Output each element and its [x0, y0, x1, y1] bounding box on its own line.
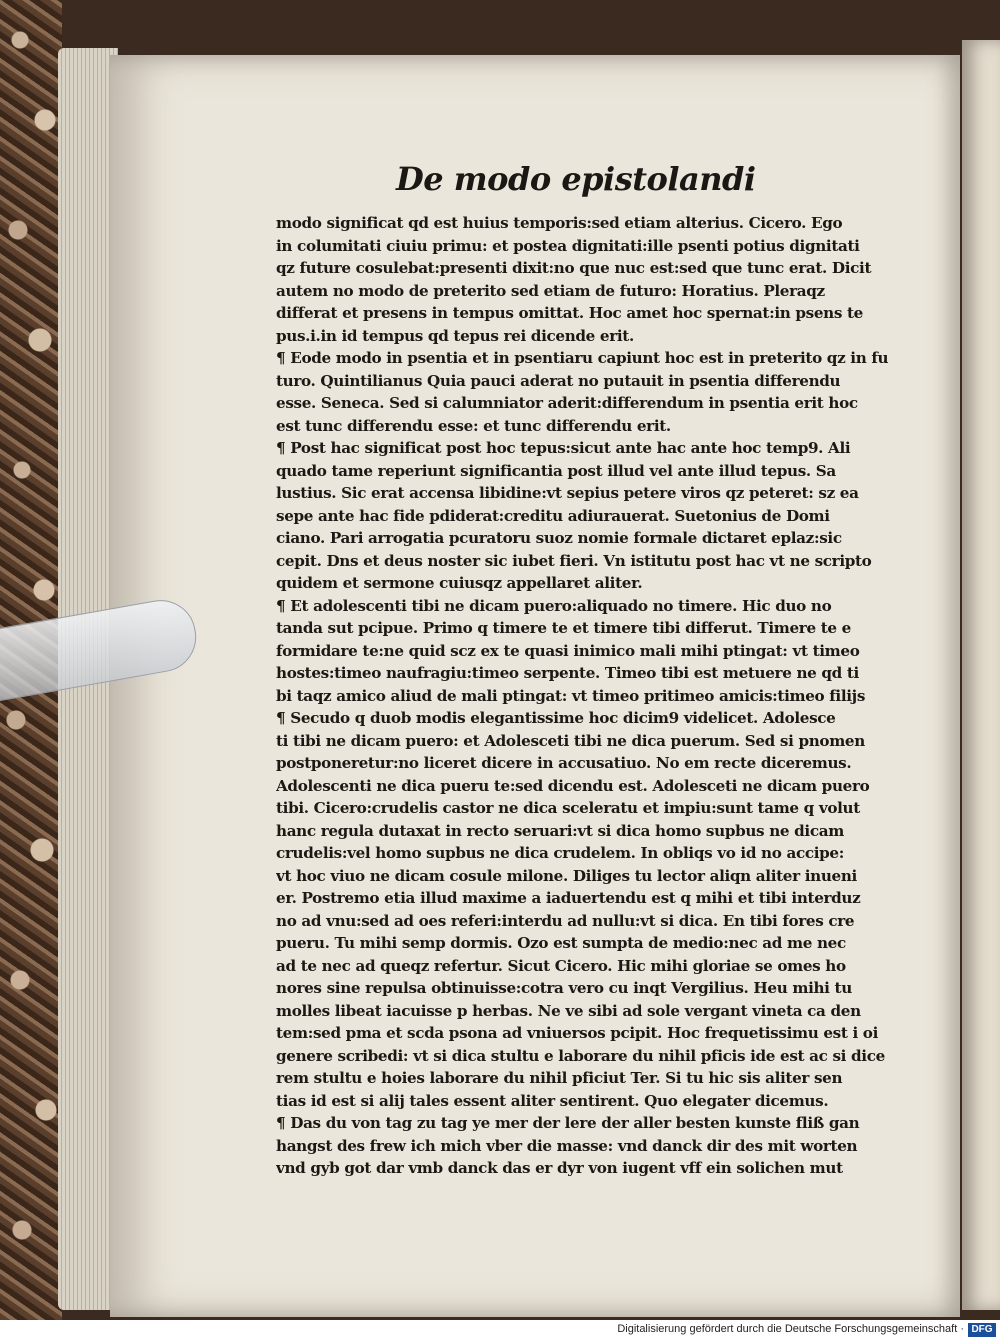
text-line: no ad vnu:sed ad oes referi:interdu ad nullu:vt si dica. En tibi fores cre: [276, 911, 855, 930]
text-line: esse. Seneca. Sed si calumniator aderit:differendum in psentia erit hoc: [276, 394, 858, 412]
text-line: lustius. Sic erat accensa libidine:vt sepius petere viros qz peteret: sz ea: [276, 484, 859, 502]
funding-credit: Digitalisierung gefördert durch die Deutsche Forschungsgemeinschaft ·: [617, 1323, 964, 1335]
text-line: quado tame reperiunt significantia post illud vel ante illud tepus. Sa: [276, 461, 836, 480]
text-line: differat et presens in tempus omittat. Hoc amet hoc spernat:in psens te: [276, 304, 863, 322]
text-line: sepe ante hac fide pdiderat:creditu adiurauerat. Suetonius de Domi: [276, 506, 830, 525]
text-line: autem no modo de preterito sed etiam de futuro: Horatius. Pleraqz: [276, 281, 825, 300]
text-line: pueru. Tu mihi semp dormis. Ozo est sumpta de medio:nec ad me nec: [276, 934, 846, 952]
text-line: ¶ Das du von tag zu tag ye mer der lere der aller besten kunste fliß gan: [276, 1114, 860, 1132]
text-line: ¶ Secudo q duob modis elegantissime hoc dicim9 videlicet. Adolesce: [276, 709, 836, 727]
text-line: turo. Quintilianus Quia pauci aderat no putauit in psentia differendu: [276, 371, 841, 390]
text-line: postponeretur:no liceret dicere in accusatiuo. No em recte diceremus.: [276, 754, 852, 772]
text-line: vt hoc viuo ne dicam cosule milone. Diliges tu lector aliqn aliter inueni: [276, 866, 857, 885]
text-line: pus.i.in id tempus qd tepus rei dicende erit.: [276, 326, 634, 345]
text-line: molles libeat iacuisse p herbas. Ne ve sibi ad sole vergant vineta ca den: [276, 1001, 861, 1020]
text-line: Adolescenti ne dica pueru te:sed dicendu est. Adolesceti ne dicam puero: [276, 776, 870, 795]
text-line: tibi. Cicero:crudelis castor ne dica sceleratu et impiu:sunt tame q volut: [276, 799, 860, 817]
text-line: bi taqz amico aliud de mali ptingat: vt timeo pritimeo amicis:timeo filijs: [276, 686, 866, 705]
text-line: hanc regula dutaxat in recto seruari:vt si dica homo supbus ne dicam: [276, 821, 844, 840]
text-line: qz future cosulebat:presenti dixit:no que nuc est:sed que tunc erat. Dicit: [276, 259, 872, 277]
text-line: hangst des frew ich mich vber die masse: vnd danck dir des mit worten: [276, 1136, 858, 1155]
text-line: hostes:timeo naufragiu:timeo serpente. Timeo tibi est metuere ne qd ti: [276, 664, 859, 682]
facing-page-edge: [962, 40, 1000, 1310]
text-line: rem stultu e hoies laborare du nihil pficiut Ter. Si tu hic sis aliter sen: [276, 1069, 843, 1087]
text-line: tanda sut pcipue. Primo q timere te et timere tibi differut. Timere te e: [276, 619, 851, 637]
text-line: tias id est si alij tales essent aliter sentirent. Quo elegater dicemus.: [276, 1091, 829, 1110]
text-line: est tunc differendu esse: et tunc differendu erit.: [276, 416, 671, 435]
text-line: ¶ Eode modo in psentia et in psentiaru capiunt hoc est in preterito qz in fu: [276, 349, 889, 367]
dfg-logo: DFG: [968, 1323, 996, 1337]
text-line: ¶ Et adolescenti tibi ne dicam puero:aliquado no timere. Hic duo no: [276, 596, 832, 615]
text-line: nores sine repulsa obtinuisse:cotra vero cu inqt Vergilius. Heu mihi tu: [276, 979, 852, 997]
body-text-column: [276, 212, 916, 1180]
text-line: ad te nec ad queqz refertur. Sicut Cicero. Hic mihi gloriae se omes ho: [276, 956, 846, 975]
text-line: modo significat qd est huius temporis:sed etiam alterius. Cicero. Ego: [276, 214, 843, 232]
text-line: er. Postremo etia illud maxime a iaduertendu est q mihi et tibi interduz: [276, 889, 861, 907]
text-line: formidare te:ne quid scz ex te quasi inimico mali mihi ptingat: vt timeo: [276, 641, 860, 660]
text-line: quidem et sermone cuiusqz appellaret aliter.: [276, 574, 643, 592]
page-heading: De modo epistolandi: [396, 160, 756, 198]
text-line: vnd gyb got dar vmb danck das er dyr von iugent vff ein solichen mut: [276, 1159, 843, 1177]
text-line: ti tibi ne dicam puero: et Adolesceti tibi ne dica puerum. Sed si pnomen: [276, 731, 865, 750]
text-line: genere scribedi: vt si dica stultu e laborare du nihil pficis ide est ac si dice: [276, 1046, 885, 1065]
text-line: crudelis:vel homo supbus ne dica crudelem. In obliqs vo id no accipe:: [276, 844, 844, 862]
text-line: ¶ Post hac significat post hoc tepus:sicut ante hac ante hoc temp9. Ali: [276, 439, 851, 457]
text-line: in columitati ciuiu primu: et postea dignitati:ille psenti potius dignitati: [276, 236, 860, 255]
text-line: ciano. Pari arrogatia pcuratoru suoz nomie formale dictaret eplaz:sic: [276, 529, 842, 547]
text-line: cepit. Dns et deus noster sic iubet fieri. Vn istitutu post hac vt ne scripto: [276, 551, 872, 570]
text-line: tem:sed pma et scda psona ad vniuersos pcipit. Hoc frequetissimu est i oi: [276, 1024, 879, 1042]
